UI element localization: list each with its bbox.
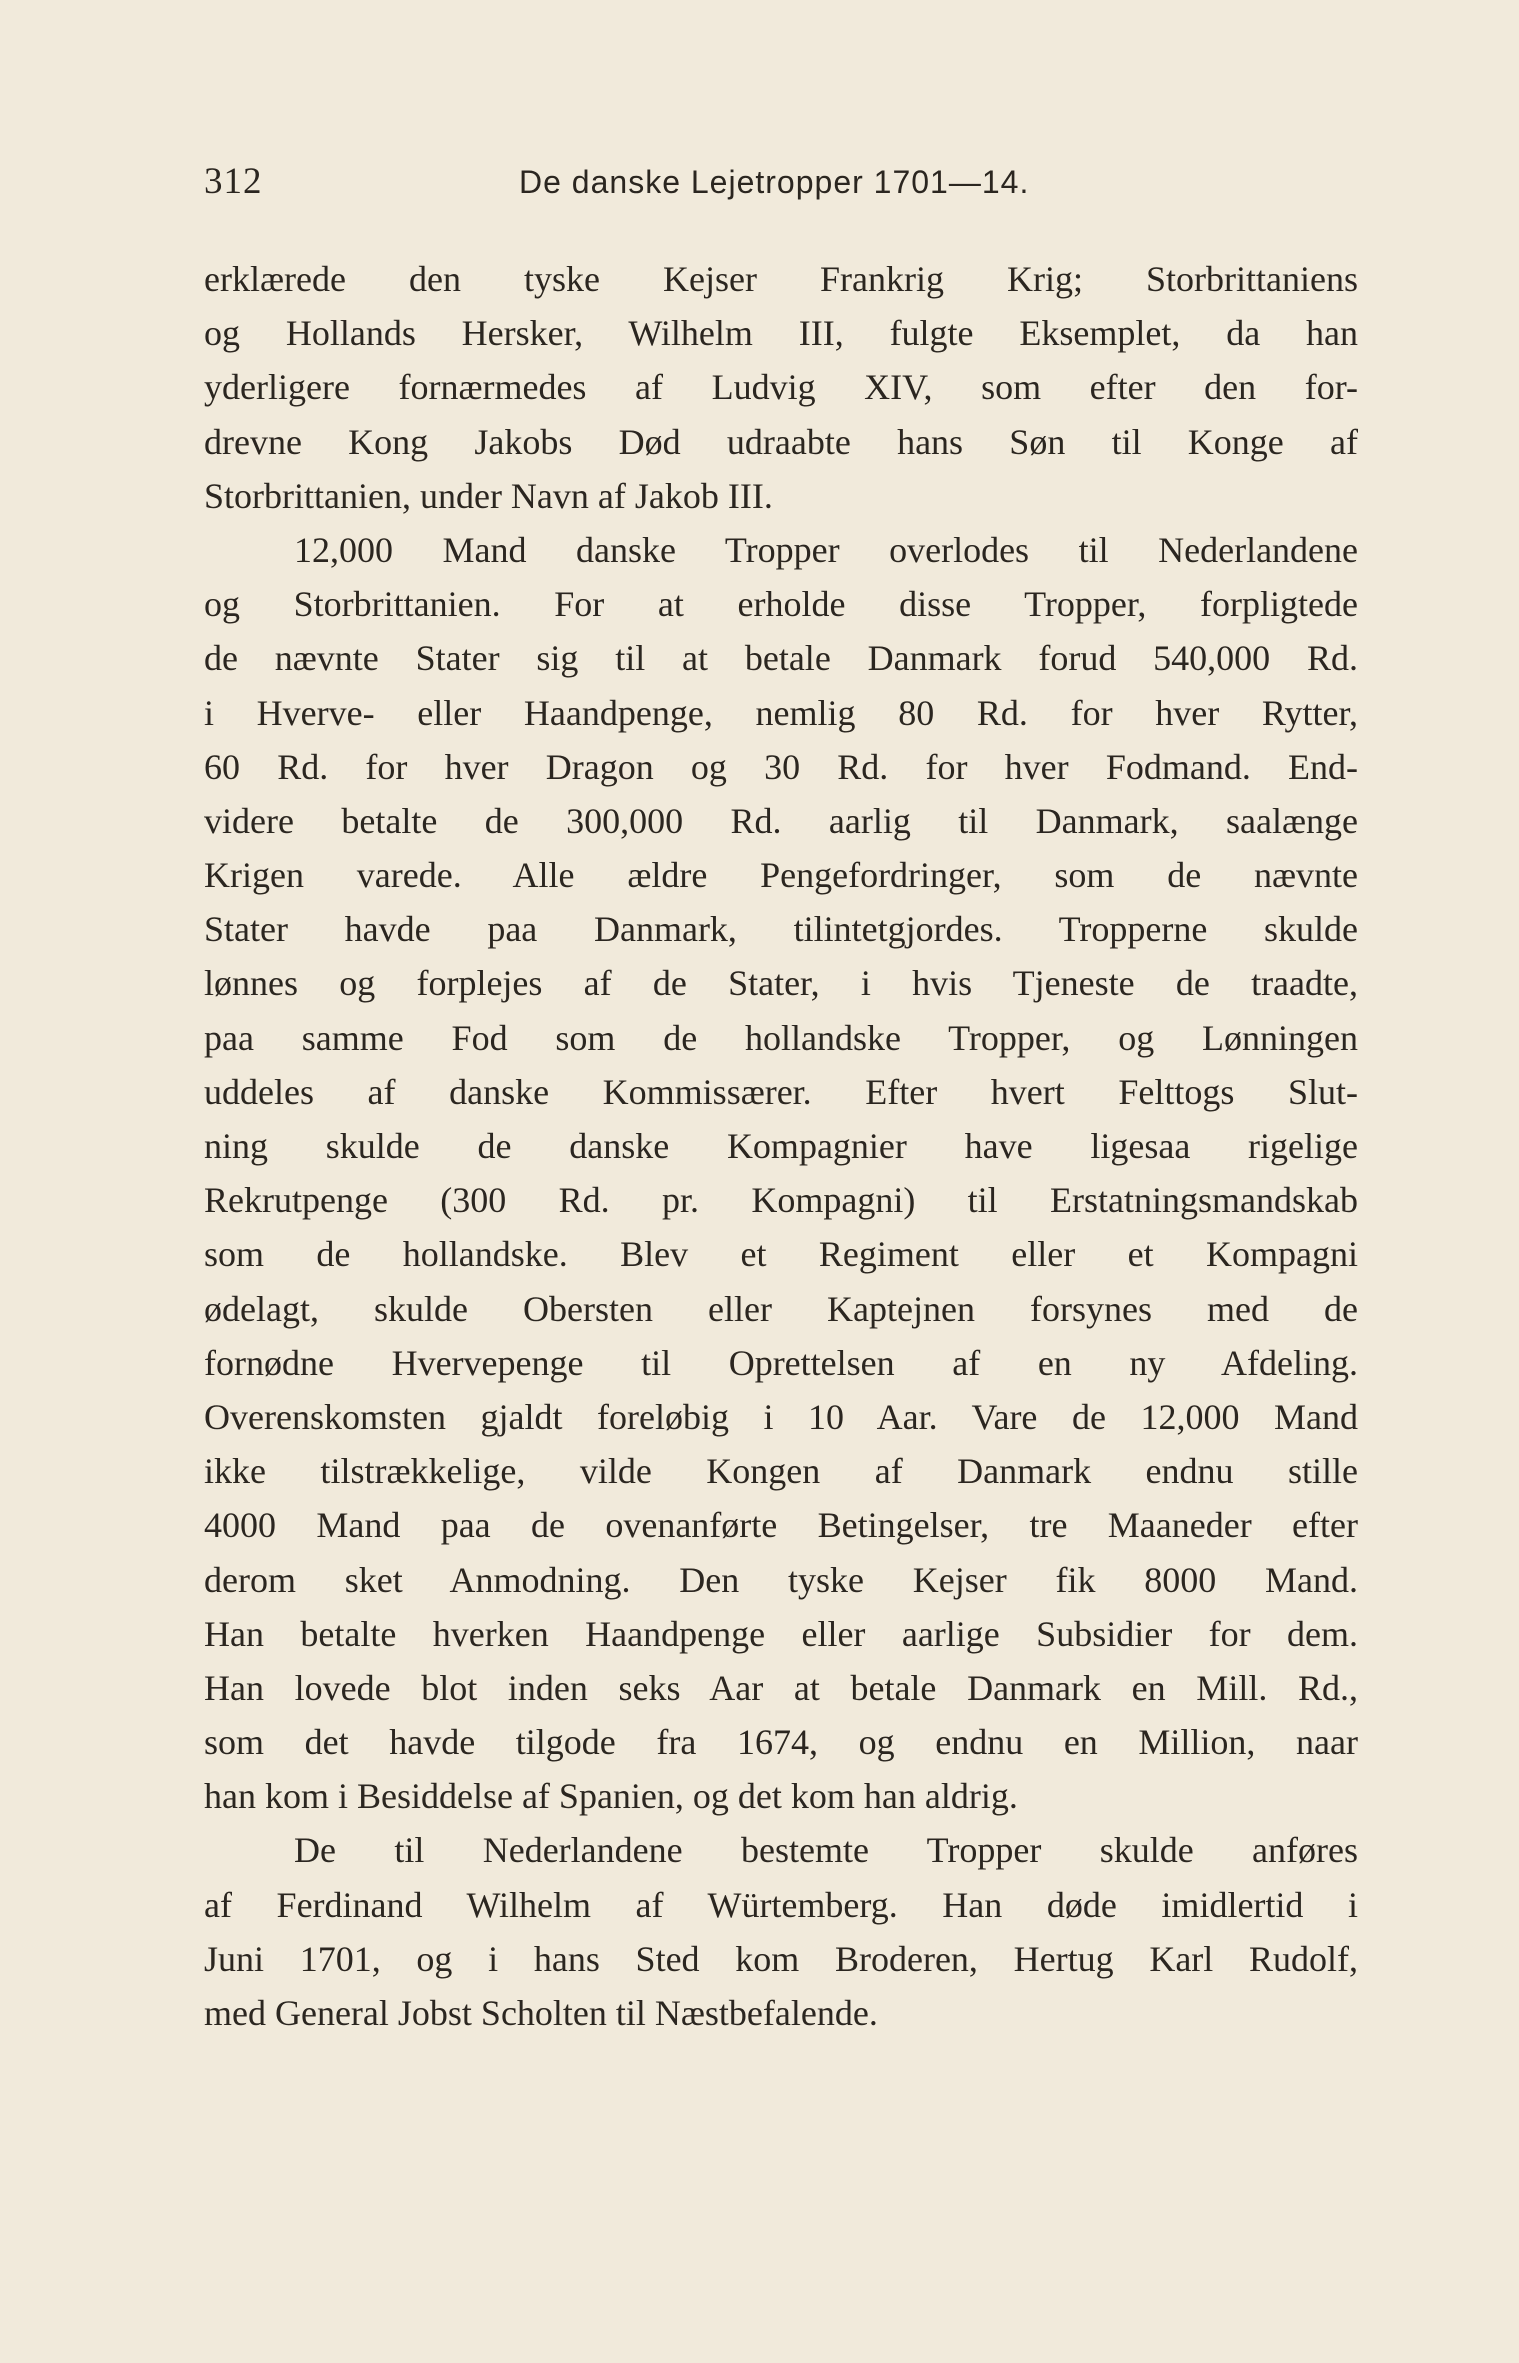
running-title: De danske Lejetropper 1701—14.	[519, 164, 1030, 200]
text-line: lønnes og forplejes af de Stater, i hvis Tjeneste de traadte,	[204, 963, 1358, 1004]
text-line: erklærede den tyske Kejser Frankrig Krig; Storbrittaniens	[204, 259, 1358, 299]
text-line: Overenskomsten gjaldt foreløbig i 10 Aar. Vare de 12,000 Mand	[204, 1396, 1358, 1437]
text-line: Han betalte hverken Haandpenge eller aarlige Subsidier for dem.	[204, 1613, 1358, 1654]
text-line: med General Jobst Scholten til Næstbefalende.	[204, 1993, 878, 2033]
body-text	[204, 252, 1358, 2040]
text-line: Han lovede blot inden seks Aar at betale Danmark en Mill. Rd.,	[204, 1667, 1358, 1708]
text-line: og Hollands Hersker, Wilhelm III, fulgte Eksemplet, da han	[204, 313, 1358, 354]
text-line: ikke tilstrækkelige, vilde Kongen af Danmark endnu stille	[204, 1451, 1358, 1492]
text-line: fornødne Hvervepenge til Oprettelsen af en ny Afdeling.	[204, 1342, 1358, 1383]
text-line: yderligere fornærmedes af Ludvig XIV, som efter den for-	[204, 367, 1358, 408]
text-line: 12,000 Mand danske Tropper overlodes til Nederlandene	[294, 529, 1358, 570]
text-line: som det havde tilgode fra 1674, og endnu en Million, naar	[204, 1722, 1358, 1763]
text-line: Juni 1701, og i hans Sted kom Broderen, Hertug Karl Rudolf,	[204, 1938, 1358, 1979]
text-line: ødelagt, skulde Obersten eller Kaptejnen forsynes med de	[204, 1288, 1358, 1329]
text-line: de nævnte Stater sig til at betale Danmark forud 540,000 Rd.	[204, 638, 1358, 679]
text-line: 4000 Mand paa de ovenanførte Betingelser, tre Maaneder efter	[204, 1505, 1358, 1546]
text-line: Stater havde paa Danmark, tilintetgjordes. Tropperne skulde	[204, 909, 1358, 950]
page-number: 312	[204, 161, 263, 202]
text-line: drevne Kong Jakobs Død udraabte hans Søn til Konge af	[204, 421, 1358, 462]
text-line: i Hverve- eller Haandpenge, nemlig 80 Rd. for hver Rytter,	[204, 692, 1358, 733]
text-line: 60 Rd. for hver Dragon og 30 Rd. for hver Fodmand. End-	[204, 746, 1358, 787]
text-line: ning skulde de danske Kompagnier have ligesaa rigelige	[204, 1126, 1358, 1166]
text-line: Krigen varede. Alle ældre Pengefordringer, som de nævnte	[204, 855, 1358, 896]
text-line: Rekrutpenge (300 Rd. pr. Kompagni) til Erstatningsmandskab	[204, 1180, 1358, 1221]
text-line: Storbrittanien, under Navn af Jakob III.	[204, 475, 773, 516]
running-head	[204, 160, 1364, 210]
text-line: og Storbrittanien. For at erholde disse Tropper, forpligtede	[204, 584, 1358, 625]
text-line: De til Nederlandene bestemte Tropper skulde anføres	[294, 1830, 1358, 1871]
text-line: af Ferdinand Wilhelm af Würtemberg. Han døde imidlertid i	[204, 1884, 1358, 1925]
text-line: videre betalte de 300,000 Rd. aarlig til Danmark, saalænge	[204, 800, 1358, 841]
text-line: som de hollandske. Blev et Regiment eller et Kompagni	[204, 1234, 1358, 1275]
text-line: derom sket Anmodning. Den tyske Kejser fik 8000 Mand.	[204, 1559, 1358, 1600]
text-line: paa samme Fod som de hollandske Tropper, og Lønningen	[204, 1017, 1358, 1058]
text-line: han kom i Besiddelse af Spanien, og det kom han aldrig.	[204, 1776, 1018, 1817]
text-line: uddeles af danske Kommissærer. Efter hvert Felttogs Slut-	[204, 1071, 1358, 1112]
